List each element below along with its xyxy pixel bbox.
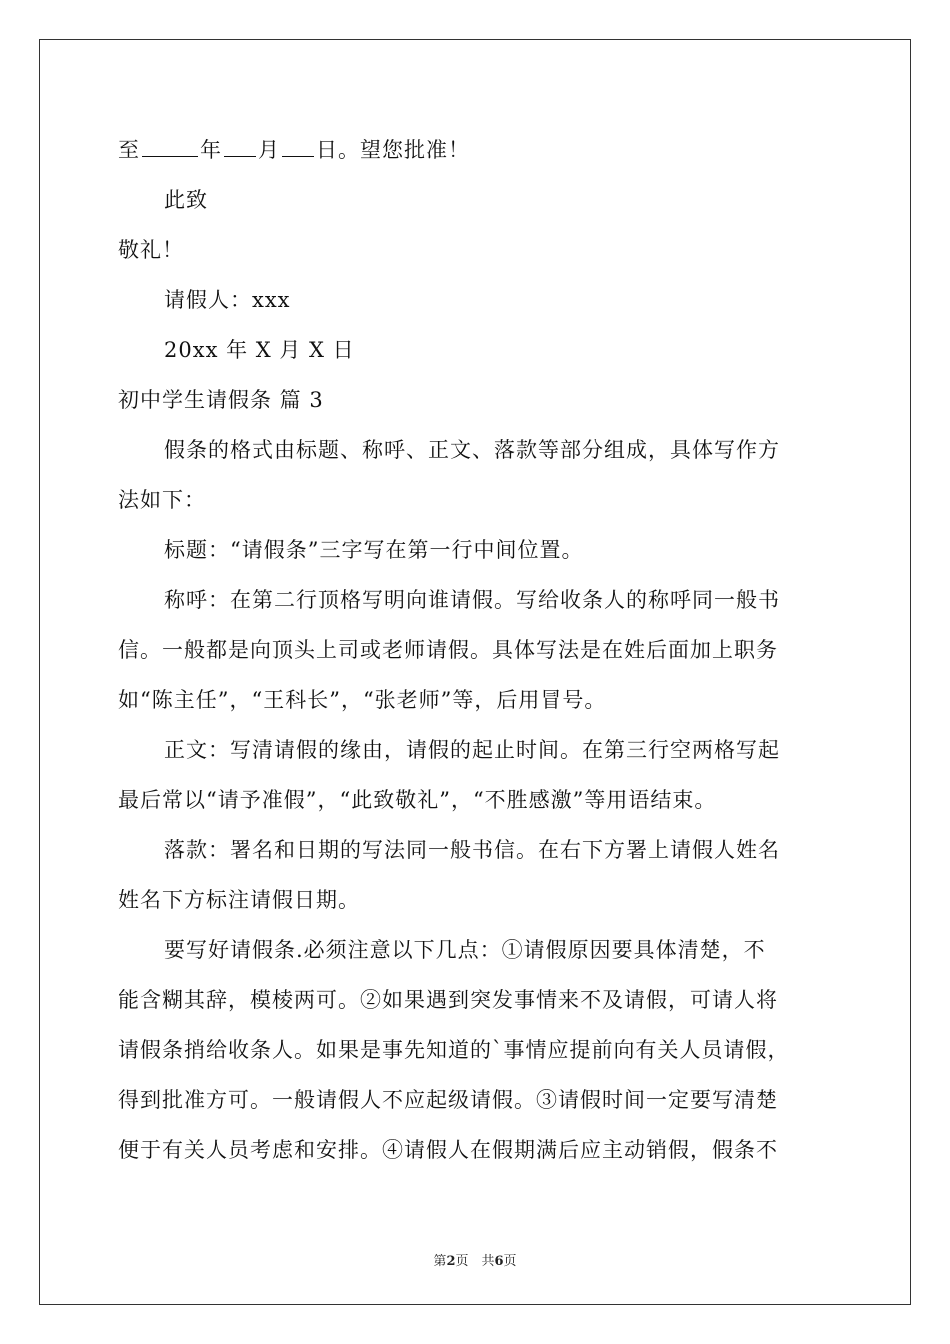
page-footer <box>0 1250 950 1269</box>
paragraph-line: 能含糊其辞，模棱两可。②如果遇到突发事情来不及请假，可请人将 <box>118 988 778 1012</box>
sign-date-line: 20xx 年 X 月 X 日 <box>164 338 355 362</box>
paragraph-line: 称呼：在第二行顶格写明向谁请假。写给收条人的称呼同一般书 <box>164 588 780 612</box>
paragraph-line: 姓名下方标注请假日期。 <box>118 888 360 912</box>
section-title: 初中学生请假条 篇 3 <box>118 388 324 412</box>
paragraph-line: 假条的格式由标题、称呼、正文、落款等部分组成，具体写作方 <box>164 438 780 462</box>
paragraph-line: 请假条捎给收条人。如果是事先知道的`事情应提前向有关人员请假， <box>118 1038 790 1062</box>
paragraph-line: 最后常以“请予准假”，“此致敬礼”，“不胜感激”等用语结束。 <box>118 788 717 812</box>
closing-line: 此致 <box>164 188 208 212</box>
document-body <box>118 125 838 1175</box>
paragraph-line: 如“陈主任”，“王科长”，“张老师”等，后用冒号。 <box>118 688 607 712</box>
paragraph-line: 标题：“请假条”三字写在第一行中间位置。 <box>164 538 584 562</box>
month-label: 月 <box>258 138 280 162</box>
paragraph-line: 便于有关人员考虑和安排。④请假人在假期满后应主动销假，假条不 <box>118 1138 778 1162</box>
signer-line: 请假人：xxx <box>164 288 291 312</box>
footer-mid: 页 共 <box>455 1254 495 1269</box>
paragraph-line: 得到批准方可。一般请假人不应起级请假。③请假时间一定要写清楚 <box>118 1088 778 1112</box>
date-prefix: 至 <box>118 138 140 162</box>
salute-line: 敬礼！ <box>118 238 184 262</box>
paragraph-line: 信。一般都是向顶头上司或老师请假。具体写法是在姓后面加上职务 <box>118 638 778 662</box>
footer-suffix: 页 <box>503 1254 517 1269</box>
footer-prefix: 第 <box>433 1254 447 1269</box>
month-blank <box>224 155 256 157</box>
page-total: 6 <box>494 1254 504 1269</box>
year-label: 年 <box>200 138 222 162</box>
paragraph-line: 法如下： <box>118 488 206 512</box>
page-number: 2 <box>446 1254 456 1269</box>
paragraph-line: 正文：写清请假的缘由，请假的起止时间。在第三行空两格写起 <box>164 738 780 762</box>
day-label: 日。望您批准！ <box>316 138 470 162</box>
paragraph-line: 要写好请假条.必须注意以下几点：①请假原因要具体清楚，不 <box>164 938 766 962</box>
year-blank <box>142 155 198 157</box>
date-line <box>118 125 838 175</box>
day-blank <box>282 155 314 157</box>
paragraph-line: 落款：署名和日期的写法同一般书信。在右下方署上请假人姓名 <box>164 838 780 862</box>
